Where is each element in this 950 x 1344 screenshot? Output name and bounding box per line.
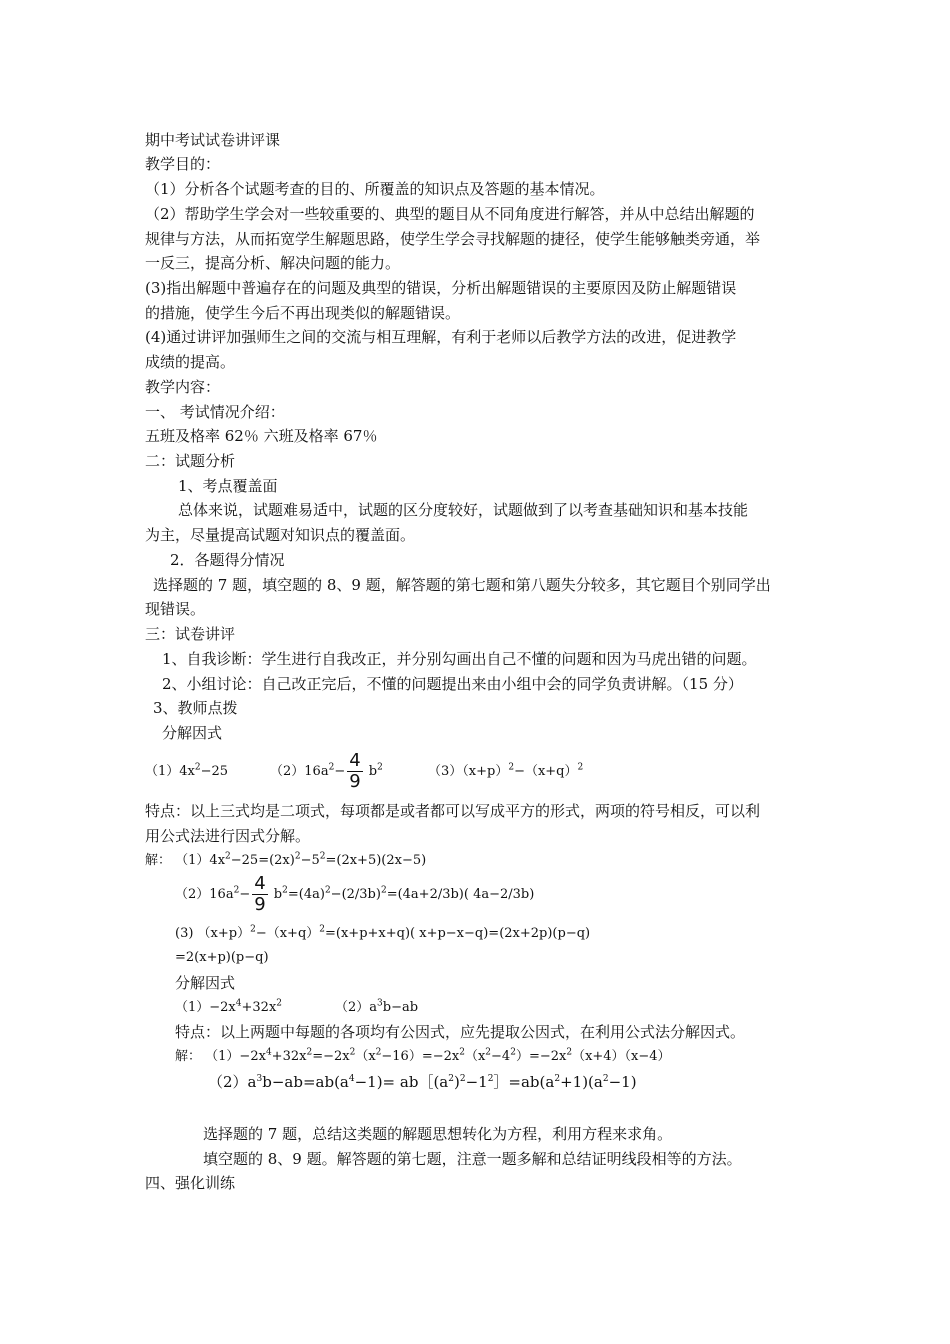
feature-line: 用公式法进行因式分解。 xyxy=(145,827,311,845)
problem-5: $(2)a^3b-ab$ xyxy=(335,998,419,1015)
review-item: 3、教师点拨 xyxy=(153,699,238,717)
section-heading: 二：试题分析 xyxy=(145,452,236,470)
subsection-heading: 1、考点覆盖面 xyxy=(178,477,278,495)
section-heading: 三：试卷讲评 xyxy=(145,625,236,643)
objectives-heading: 教学目的： xyxy=(145,155,221,173)
paragraph-line: 现错误。 xyxy=(145,600,206,618)
section-heading: 一、 考试情况介绍： xyxy=(145,403,285,421)
factor-label: 分解因式 xyxy=(175,974,236,992)
objective-line: (3)指出解题中普遍存在的问题及典型的错误，分析出解题错误的主要原因及防止解题错误 xyxy=(145,279,737,297)
problem-1: $(1)4x^2-25$ xyxy=(145,762,229,779)
objective-line: (4)通过讲评加强师生之间的交流与相互理解，有利于老师以后教学方法的改进，促进教学 xyxy=(145,328,737,346)
objective-line: （1）分析各个试题考查的目的、所覆盖的知识点及答题的基本情况。 xyxy=(145,180,605,198)
problem-2: $(2)16a^2-$ $\frac{4}{9}$ $b^2$ xyxy=(270,750,383,792)
solution-3-cont: =2(x+p)(p−q) xyxy=(175,950,269,965)
paragraph-line: 总体来说，试题难易适中，试题的区分度较好，试题做到了以考查基础知识和基本技能 xyxy=(178,501,749,519)
solution-2: $(2)16a^2-$ $\frac{4}{9}$ $b^2=(4a)^2-(2/3b)^2=(4a+2/3b)$( 4a−2/3b) xyxy=(175,873,535,915)
objective-line: 规律与方法，从而拓宽学生解题思路，使学生学会寻找解题的捷径，使学生能够触类旁通，举 xyxy=(145,230,761,248)
review-item: 2、小组讨论：自己改正完后，不懂的问题提出来由小组中会的同学负责讲解。（15 分） xyxy=(162,675,743,693)
objective-line: 成绩的提高。 xyxy=(145,353,236,371)
review-item: 1、自我诊断：学生进行自我改正，并分别勾画出自己不懂的问题和因为马虎出错的问题。 xyxy=(162,650,757,668)
subsection-heading: 2．各题得分情况 xyxy=(170,551,285,569)
objective-line: （2）帮助学生学会对一些较重要的、典型的题目从不同角度进行解答，并从中总结出解题的 xyxy=(145,205,755,223)
feature-line: 特点：以上两题中每题的各项均有公因式，应先提取公因式，在利用公式法分解因式。 xyxy=(175,1023,746,1041)
pass-rates: 五班及格率 62％ 六班及格率 67％ xyxy=(145,427,378,445)
problem-3: $(3)(x+p)^2-(x+q)^2$ xyxy=(428,762,584,779)
summary-line: 填空题的 8、9 题。解答题的第七题，注意一题多解和总结证明线段相等的方法。 xyxy=(203,1150,742,1168)
document-title: 期中考试试卷讲评课 xyxy=(145,131,281,149)
fraction-four-ninths: $\frac{4}{9}$ xyxy=(349,750,361,792)
feature-line: 特点：以上三式均是二项式，每项都是或者都可以写成平方的形式，两项的符号相反，可以利 xyxy=(145,802,761,820)
factor-label: 分解因式 xyxy=(162,724,223,742)
content-heading: 教学内容： xyxy=(145,378,221,396)
solution-3: (3) $(x+p)^2-(x+q)^2=(x+p+x+q)$( x+p−x−q)=(2x+2p)(p−q) xyxy=(175,924,591,941)
solution-1: 解： $(1)4x^2-25=(2x)^2-5^2=(2x+5)(2x-5)$ xyxy=(145,851,427,868)
fraction-four-ninths: $\frac{4}{9}$ xyxy=(254,873,266,915)
objective-line: 的措施，使学生今后不再出现类似的解题错误。 xyxy=(145,304,461,322)
problem-4: $(1)-2x^4+32x^2$ xyxy=(175,998,283,1015)
objective-line: 一反三，提高分析、解决问题的能力。 xyxy=(145,254,401,272)
section-heading: 四、强化训练 xyxy=(145,1174,236,1192)
summary-line: 选择题的 7 题，总结这类题的解题思想转化为方程，利用方程来求角。 xyxy=(203,1125,673,1143)
solution-4: 解： $(1)-2x^4+32x^2=-2x^2(x^2-16)=-2x^2(x^2-4^2)=-2x^2(x+4)(x-4)$ xyxy=(175,1047,671,1064)
paragraph-line: 选择题的 7 题，填空题的 8、9 题，解答题的第七题和第八题失分较多，其它题目个别同学出 xyxy=(153,576,771,594)
solution-5: $(2)a^3b-ab=ab(a^4-1)=$ $ab[(a^2)^2-1^2]=ab(a^2+1)(a^2-1)$ xyxy=(208,1073,637,1091)
paragraph-line: 为主，尽量提高试题对知识点的覆盖面。 xyxy=(145,526,416,544)
